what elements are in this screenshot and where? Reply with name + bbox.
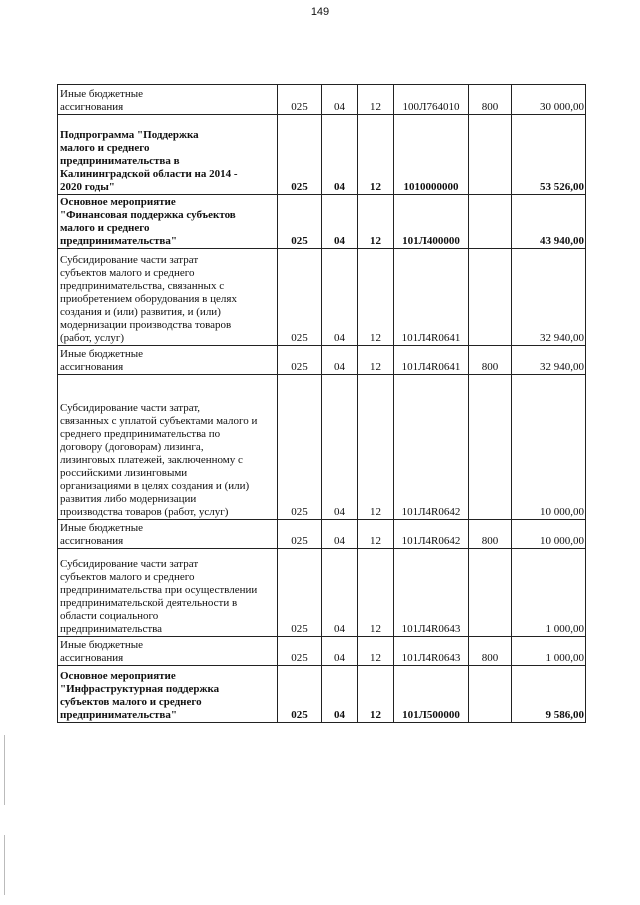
row-vr-cell <box>469 666 512 723</box>
row-gr-cell: 025 <box>278 85 322 115</box>
row-sum-cell: 32 940,00 <box>512 249 586 346</box>
row-vr-cell: 800 <box>469 85 512 115</box>
row-gr-cell: 025 <box>278 637 322 666</box>
row-name-cell <box>58 115 278 195</box>
row-rz-cell: 04 <box>322 375 358 520</box>
table-row <box>58 520 586 549</box>
row-pr-cell: 12 <box>358 115 394 195</box>
row-gr-cell: 025 <box>278 375 322 520</box>
row-vr-cell <box>469 549 512 637</box>
table-row <box>58 249 586 346</box>
row-sum-cell: 53 526,00 <box>512 115 586 195</box>
row-rz-cell: 04 <box>322 666 358 723</box>
row-rz-cell: 04 <box>322 249 358 346</box>
row-sum-cell: 10 000,00 <box>512 520 586 549</box>
row-name-text: Основное мероприятие "Финансовая поддержка субъектов малого и среднего предпринимательства" <box>60 196 236 247</box>
row-pr-cell: 12 <box>358 249 394 346</box>
row-gr-cell: 025 <box>278 520 322 549</box>
row-rz-cell: 04 <box>322 549 358 637</box>
row-name-cell <box>58 520 278 549</box>
row-name-cell <box>58 195 278 249</box>
row-csr-cell: 101Л4R0641 <box>394 346 469 375</box>
row-name-cell <box>58 85 278 115</box>
row-csr-cell: 101Л4R0643 <box>394 549 469 637</box>
row-vr-cell <box>469 375 512 520</box>
row-sum-cell: 9 586,00 <box>512 666 586 723</box>
row-rz-cell: 04 <box>322 637 358 666</box>
row-gr-cell: 025 <box>278 115 322 195</box>
row-rz-cell: 04 <box>322 346 358 375</box>
row-gr-cell: 025 <box>278 346 322 375</box>
row-name-text: Подпрограмма "Поддержка малого и среднего предпринимательства в Калининградской области на 2014 - 2020 годы" <box>60 129 238 193</box>
table-row <box>58 115 586 195</box>
row-name-text: Основное мероприятие "Инфраструктурная поддержка субъектов малого и среднего предпринимательства" <box>60 670 220 721</box>
row-gr-cell: 025 <box>278 195 322 249</box>
row-pr-cell: 12 <box>358 375 394 520</box>
row-name-text: Иные бюджетные ассигнования <box>60 348 144 373</box>
row-rz-cell: 04 <box>322 520 358 549</box>
row-rz-cell: 04 <box>322 195 358 249</box>
row-name-text: Субсидирование части затрат субъектов малого и среднего предпринимательства, связанных с приобретением оборудования в целях создания и (или) развития, и (или) модернизации производства товаров (работ, услуг) <box>60 254 237 344</box>
row-name-text: Иные бюджетные ассигнования <box>60 522 144 547</box>
table-row <box>58 85 586 115</box>
row-name-text: Иные бюджетные ассигнования <box>60 88 144 113</box>
row-name-text: Субсидирование части затрат субъектов малого и среднего предпринимательства при осуществлении предпринимательской деятельности в области социального предпринимательства <box>60 558 258 635</box>
row-name-cell <box>58 375 278 520</box>
row-csr-cell: 100Л764010 <box>394 85 469 115</box>
scan-margin-mark <box>4 735 5 805</box>
row-vr-cell: 800 <box>469 520 512 549</box>
row-pr-cell: 12 <box>358 195 394 249</box>
scan-margin-mark <box>4 835 5 895</box>
row-vr-cell <box>469 115 512 195</box>
row-vr-cell: 800 <box>469 637 512 666</box>
table-row <box>58 666 586 723</box>
row-gr-cell: 025 <box>278 666 322 723</box>
row-pr-cell: 12 <box>358 549 394 637</box>
row-gr-cell: 025 <box>278 249 322 346</box>
row-sum-cell: 30 000,00 <box>512 85 586 115</box>
row-csr-cell: 101Л400000 <box>394 195 469 249</box>
row-name-text: Иные бюджетные ассигнования <box>60 639 144 664</box>
row-pr-cell: 12 <box>358 346 394 375</box>
table-row <box>58 637 586 666</box>
row-vr-cell <box>469 249 512 346</box>
row-pr-cell: 12 <box>358 520 394 549</box>
budget-table <box>57 84 586 723</box>
table-row <box>58 195 586 249</box>
row-vr-cell: 800 <box>469 346 512 375</box>
table-body <box>58 85 586 723</box>
row-csr-cell: 1010000000 <box>394 115 469 195</box>
row-csr-cell: 101Л500000 <box>394 666 469 723</box>
row-name-cell <box>58 666 278 723</box>
row-name-cell <box>58 249 278 346</box>
table-row <box>58 375 586 520</box>
row-sum-cell: 43 940,00 <box>512 195 586 249</box>
row-name-text: Субсидирование части затрат, связанных с уплатой субъектами малого и среднего предпринимательства по договору (договорам) лизинга, лизинговых платежей, заключенному с российскими лизинговыми организациями в целях создания и (или) развития либо модернизации производства товаров (работ, услуг) <box>60 402 258 518</box>
row-csr-cell: 101Л4R0642 <box>394 375 469 520</box>
row-name-cell <box>58 346 278 375</box>
table-row <box>58 549 586 637</box>
row-rz-cell: 04 <box>322 115 358 195</box>
row-csr-cell: 101Л4R0641 <box>394 249 469 346</box>
row-sum-cell: 10 000,00 <box>512 375 586 520</box>
row-pr-cell: 12 <box>358 666 394 723</box>
row-csr-cell: 101Л4R0642 <box>394 520 469 549</box>
row-name-cell <box>58 637 278 666</box>
row-vr-cell <box>469 195 512 249</box>
row-name-cell <box>58 549 278 637</box>
row-pr-cell: 12 <box>358 637 394 666</box>
row-sum-cell: 32 940,00 <box>512 346 586 375</box>
row-csr-cell: 101Л4R0643 <box>394 637 469 666</box>
row-sum-cell: 1 000,00 <box>512 637 586 666</box>
row-gr-cell: 025 <box>278 549 322 637</box>
row-rz-cell: 04 <box>322 85 358 115</box>
page-number: 149 <box>310 6 330 18</box>
table-row <box>58 346 586 375</box>
row-pr-cell: 12 <box>358 85 394 115</box>
row-sum-cell: 1 000,00 <box>512 549 586 637</box>
